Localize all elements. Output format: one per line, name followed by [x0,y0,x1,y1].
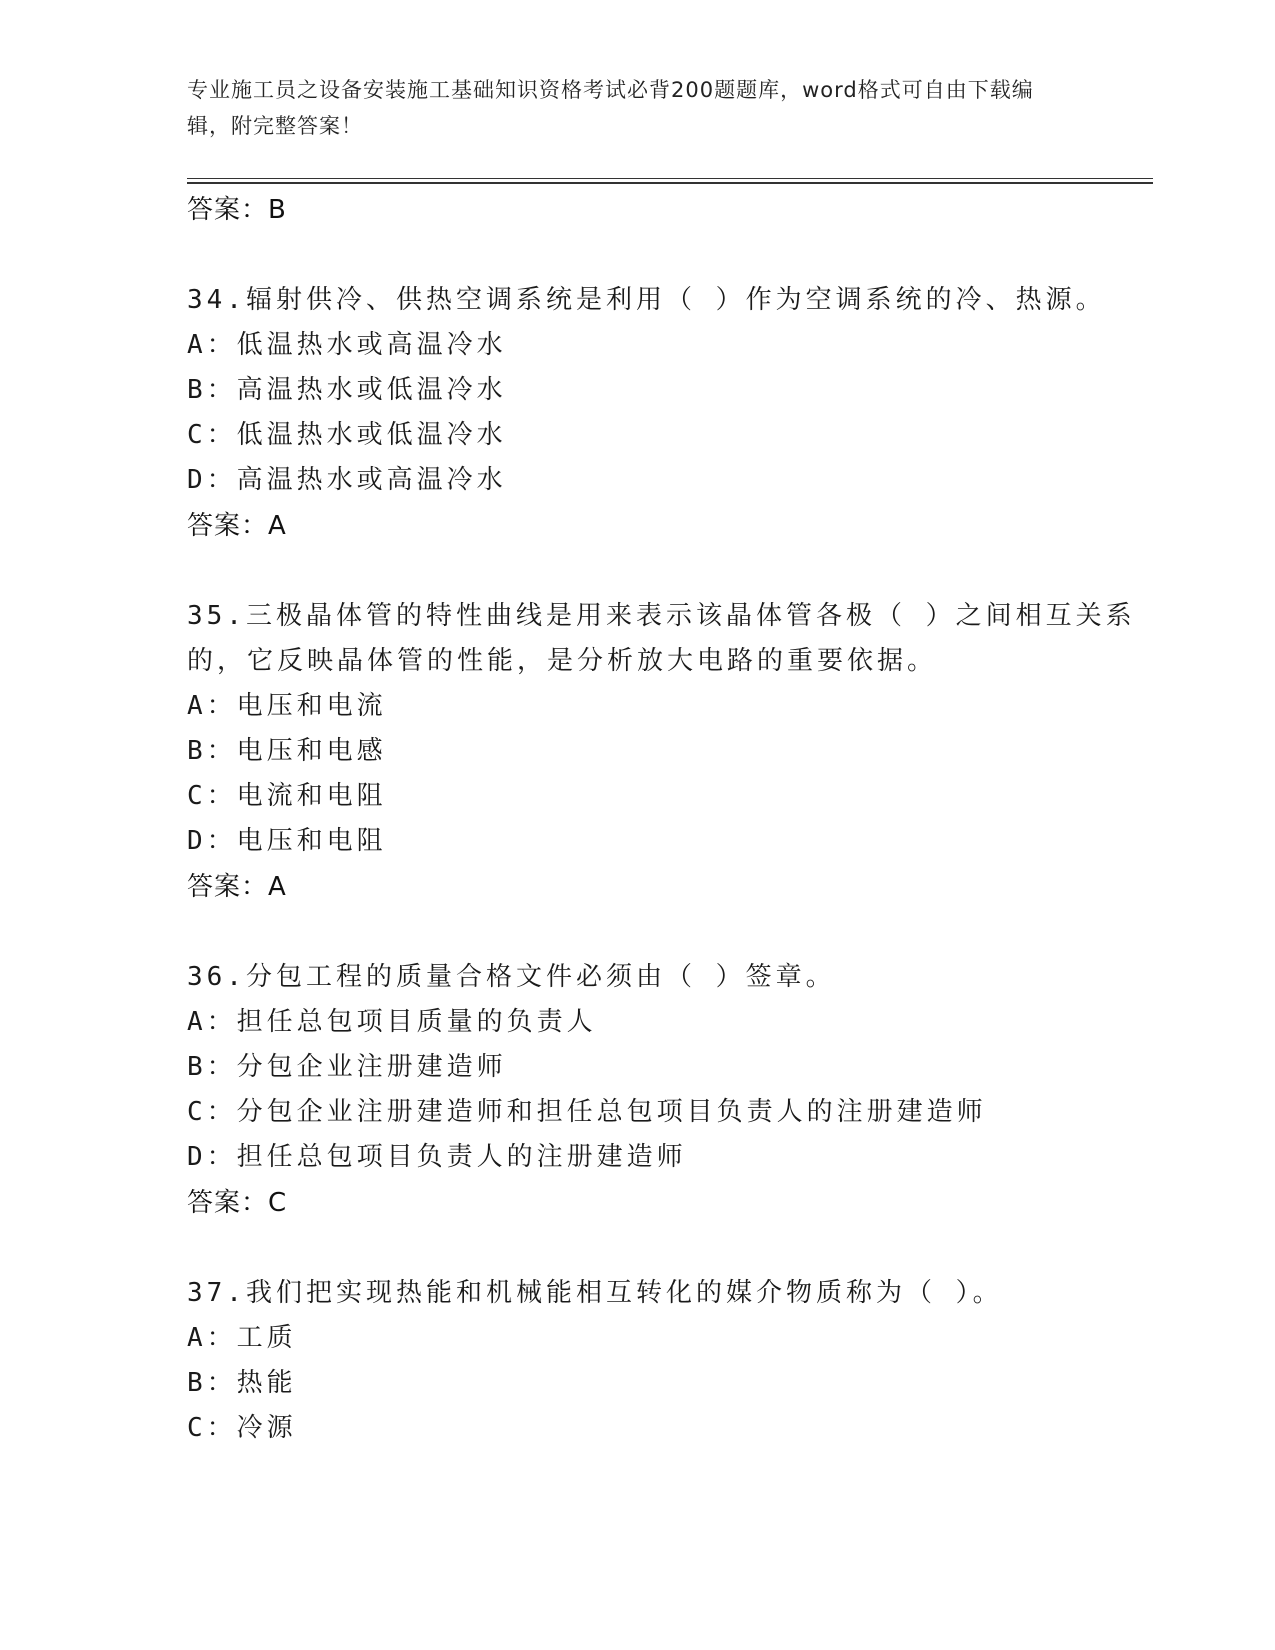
option-b: B：电压和电感 [187,736,387,766]
option-a: A：担任总包项目质量的负责人 [187,1007,597,1037]
option-c: C：低温热水或低温冷水 [187,420,507,450]
option-b: B：高温热水或低温冷水 [187,375,507,405]
option-a: A：低温热水或高温冷水 [187,330,507,360]
option-b: B：分包企业注册建造师 [187,1052,507,1082]
option-a: A：电压和电流 [187,691,387,721]
question-text: 37.我们把实现热能和机械能相互转化的媒介物质称为（ ）。 [187,1278,1003,1308]
answer-line: 答案：A [187,511,287,541]
question-text: 34.辐射供冷、供热空调系统是利用（ ）作为空调系统的冷、热源。 [187,285,1106,315]
document-header: 专业施工员之设备安装施工基础知识资格考试必背200题题库，word格式可自由下载编辑，附完整答案！ [187,78,1034,138]
option-c: C：冷源 [187,1413,297,1443]
question-text: 35.三极晶体管的特性曲线是用来表示该晶体管各极（ ）之间相互关系的，它反映晶体管的性能，是分析放大电路的重要依据。 [187,601,1136,676]
option-c: C：电流和电阻 [187,781,387,811]
question-text: 36.分包工程的质量合格文件必须由（ ）签章。 [187,962,836,992]
option-b: B：热能 [187,1368,297,1398]
header-divider [187,178,1153,179]
answer-line: 答案：B [187,195,287,225]
option-d: D：电压和电阻 [187,826,387,856]
question-list [187,187,1153,1451]
option-a: A：工质 [187,1323,297,1353]
answer-line: 答案：A [187,872,287,902]
option-d: D：高温热水或高温冷水 [187,465,507,495]
header-divider-thick [187,182,1153,184]
option-c: C：分包企业注册建造师和担任总包项目负责人的注册建造师 [187,1097,987,1127]
answer-line: 答案：C [187,1188,288,1218]
option-d: D：担任总包项目负责人的注册建造师 [187,1142,687,1172]
